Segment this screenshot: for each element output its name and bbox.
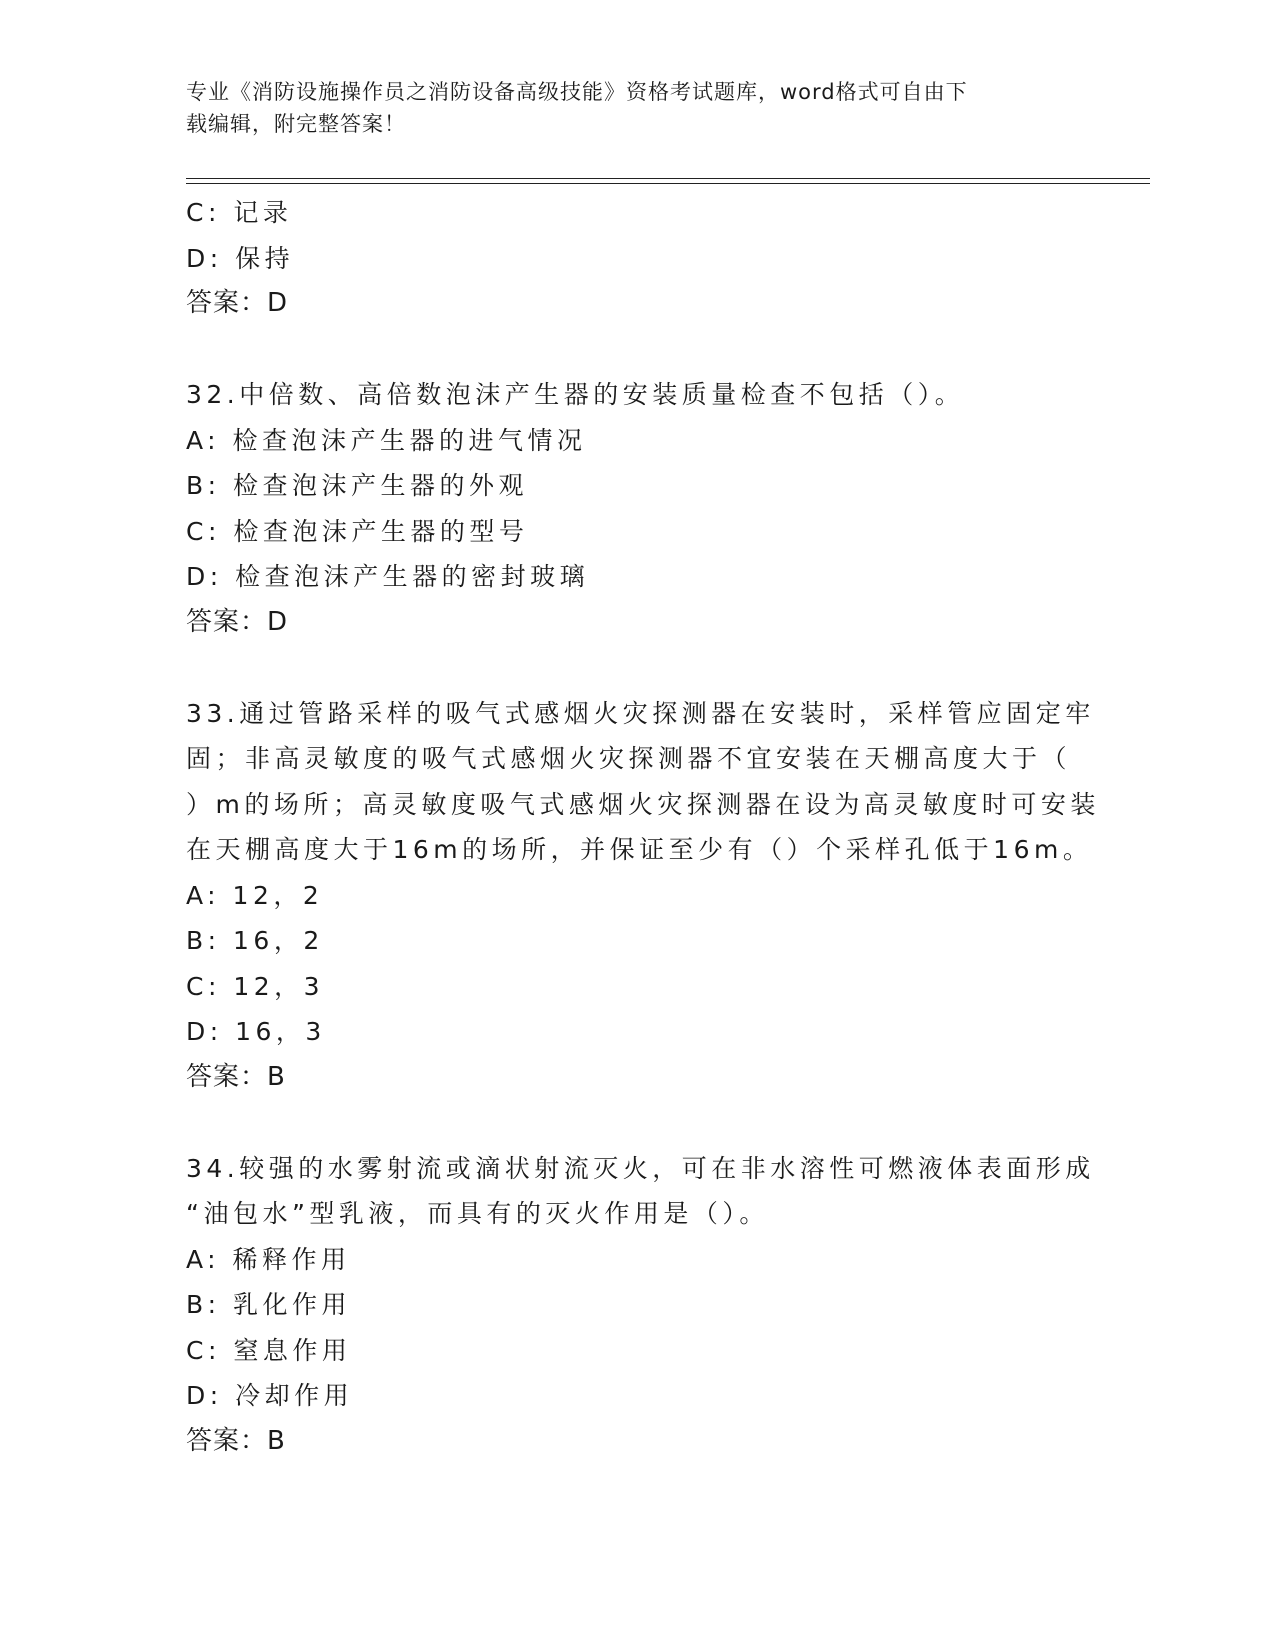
answer-line: 答案：D xyxy=(186,288,289,318)
question-text-line: ）m的场所；高灵敏度吸气式感烟火灾探测器在设为高灵敏度时可安装 xyxy=(186,789,1100,819)
answer-line: 答案：B xyxy=(186,1425,286,1456)
header-line-2: 载编辑，附完整答案！ xyxy=(186,112,406,136)
option-c: C: 检查泡沫产生器的型号 xyxy=(186,516,529,546)
header-divider-top xyxy=(186,178,1150,179)
header-line-1: 专业《消防设施操作员之消防设备高级技能》资格考试题库，word格式可自由下 xyxy=(186,80,968,104)
question-text xyxy=(186,1146,1095,1237)
option-c: C: 记录 xyxy=(186,198,293,227)
question-text-line: 固；非高灵敏度的吸气式感烟火灾探测器不宜安装在天棚高度大于（ xyxy=(186,744,1072,773)
answer-line: 答案：B xyxy=(186,1061,286,1092)
question-34 xyxy=(186,1146,1095,1465)
option-a: A: 检查泡沫产生器的进气情况 xyxy=(186,425,587,455)
question-33 xyxy=(186,691,1100,1101)
option-d: D: 16，3 xyxy=(186,1017,326,1046)
question-text-line: 在天棚高度大于16m的场所，并保证至少有（）个采样孔低于16m。 xyxy=(186,835,1093,864)
spacer xyxy=(186,1100,1086,1146)
question-text-line: 34.较强的水雾射流或滴状射流灭火，可在非水溶性可燃液体表面形成 xyxy=(186,1153,1095,1183)
answer-line: 答案：D xyxy=(186,606,289,637)
spacer xyxy=(186,327,1086,373)
spacer xyxy=(186,645,1086,691)
document-header xyxy=(186,76,1066,140)
option-b: B: 16，2 xyxy=(186,926,324,955)
question-text xyxy=(186,372,1086,418)
option-b: B: 乳化作用 xyxy=(186,1290,352,1319)
question-text-line: “油包水”型乳液，而具有的灭火作用是（）。 xyxy=(186,1199,769,1228)
option-b: B: 检查泡沫产生器的外观 xyxy=(186,471,529,500)
option-d: D: 保持 xyxy=(186,243,295,273)
option-d: D: 冷却作用 xyxy=(186,1381,354,1410)
option-c: C: 12，3 xyxy=(186,971,325,1001)
question-31-continued xyxy=(186,190,1086,327)
option-d: D: 检查泡沫产生器的密封玻璃 xyxy=(186,562,590,591)
question-text-line: 32.中倍数、高倍数泡沫产生器的安装质量检查不包括（）。 xyxy=(186,380,965,409)
question-list xyxy=(186,190,1100,1464)
question-text-line: 33.通过管路采样的吸气式感烟火灾探测器在安装时，采样管应固定牢 xyxy=(186,698,1095,728)
question-32 xyxy=(186,372,1086,645)
question-text xyxy=(186,691,1100,873)
option-a: A: 稀释作用 xyxy=(186,1244,351,1274)
header-divider-bottom xyxy=(186,183,1150,184)
option-a: A: 12，2 xyxy=(186,880,324,910)
option-c: C: 窒息作用 xyxy=(186,1335,352,1365)
